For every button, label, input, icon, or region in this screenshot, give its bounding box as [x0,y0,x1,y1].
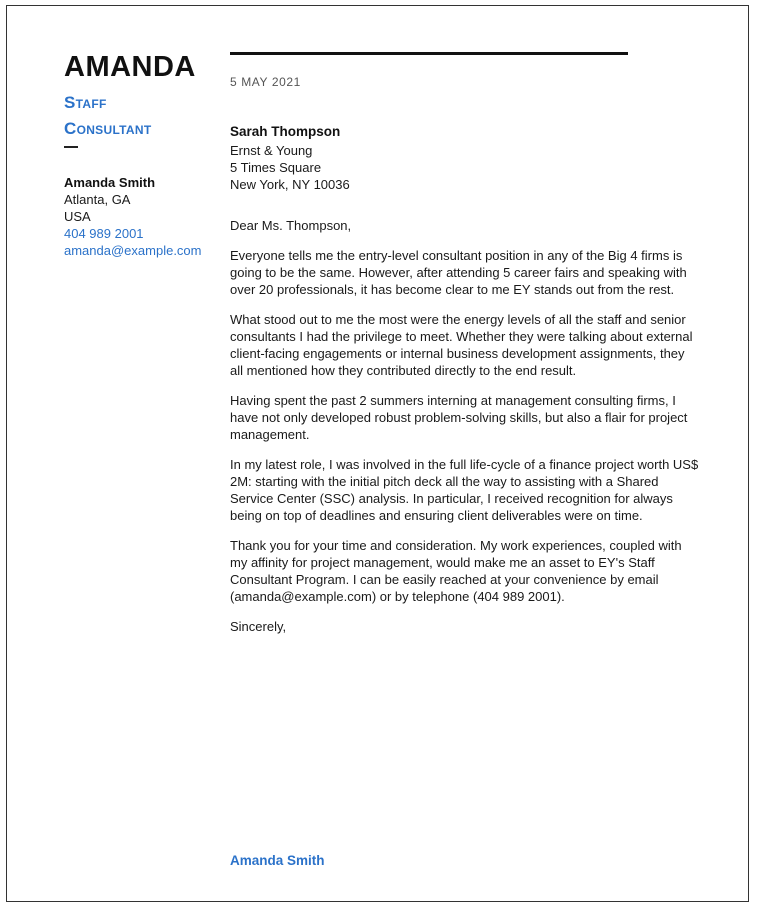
job-title [64,90,224,142]
divider-dash [64,146,78,148]
closing: Sincerely, [230,619,287,634]
body-paragraph-2: What stood out to me the most were the energy levels of all the staff and senior consultants I had the privilege to meet. Whether they were talking about external client-facing engagements or internal business development assignments, they all mentioned how they contributed directly to the end result. [230,312,693,378]
salutation: Dear Ms. Thompson, [230,218,352,233]
contact-name: Amanda Smith [64,175,156,190]
recipient-block [230,123,350,193]
contact-phone-link[interactable]: 404 989 2001 [64,226,144,241]
job-title-line-2: Consultant [64,119,152,138]
contact-email-link[interactable]: amanda@example.com [64,243,202,258]
recipient-street: 5 Times Square [230,160,322,175]
body-paragraph-1: Everyone tells me the entry-level consultant position in any of the Big 4 firms is going to be the same. However, after attending 5 career fairs and speaking with over 20 professionals, it has become clear to me EY stands out from the rest. [230,248,687,297]
body-paragraph-4: In my latest role, I was involved in the full life-cycle of a finance project worth US$ 2M: starting with the initial pitch deck all the way to assisting with a Shared Service Center (SSC) analysis. In particular, I received recognition for always being on top of deadlines and ensuring client deliverables were on time. [230,457,699,523]
recipient-name: Sarah Thompson [230,124,341,139]
header-rule [230,52,628,55]
recipient-city: New York, NY 10036 [230,177,350,192]
signature-name: Amanda Smith [230,853,325,868]
contact-block [64,174,224,259]
contact-city: Atlanta, GA [64,192,131,207]
sidebar [64,50,224,259]
first-name-heading: AMANDA [64,51,196,83]
contact-country: USA [64,209,91,224]
body-paragraph-5: Thank you for your time and consideration. My work experiences, coupled with my affinity for project management, would make me an asset to EY's Staff Consultant Program. I can be easily reached at your convenience by email (amanda@example.com) or by telephone (404 989 2001). [230,538,682,604]
recipient-company: Ernst & Young [230,143,313,158]
body-paragraph-3: Having spent the past 2 summers interning at management consulting firms, I have not only developed robust problem-solving skills, but also a flair for project management. [230,393,688,442]
letter-body [230,217,700,648]
job-title-line-1: Staff [64,93,107,112]
letter-date: 5 MAY 2021 [230,75,301,89]
